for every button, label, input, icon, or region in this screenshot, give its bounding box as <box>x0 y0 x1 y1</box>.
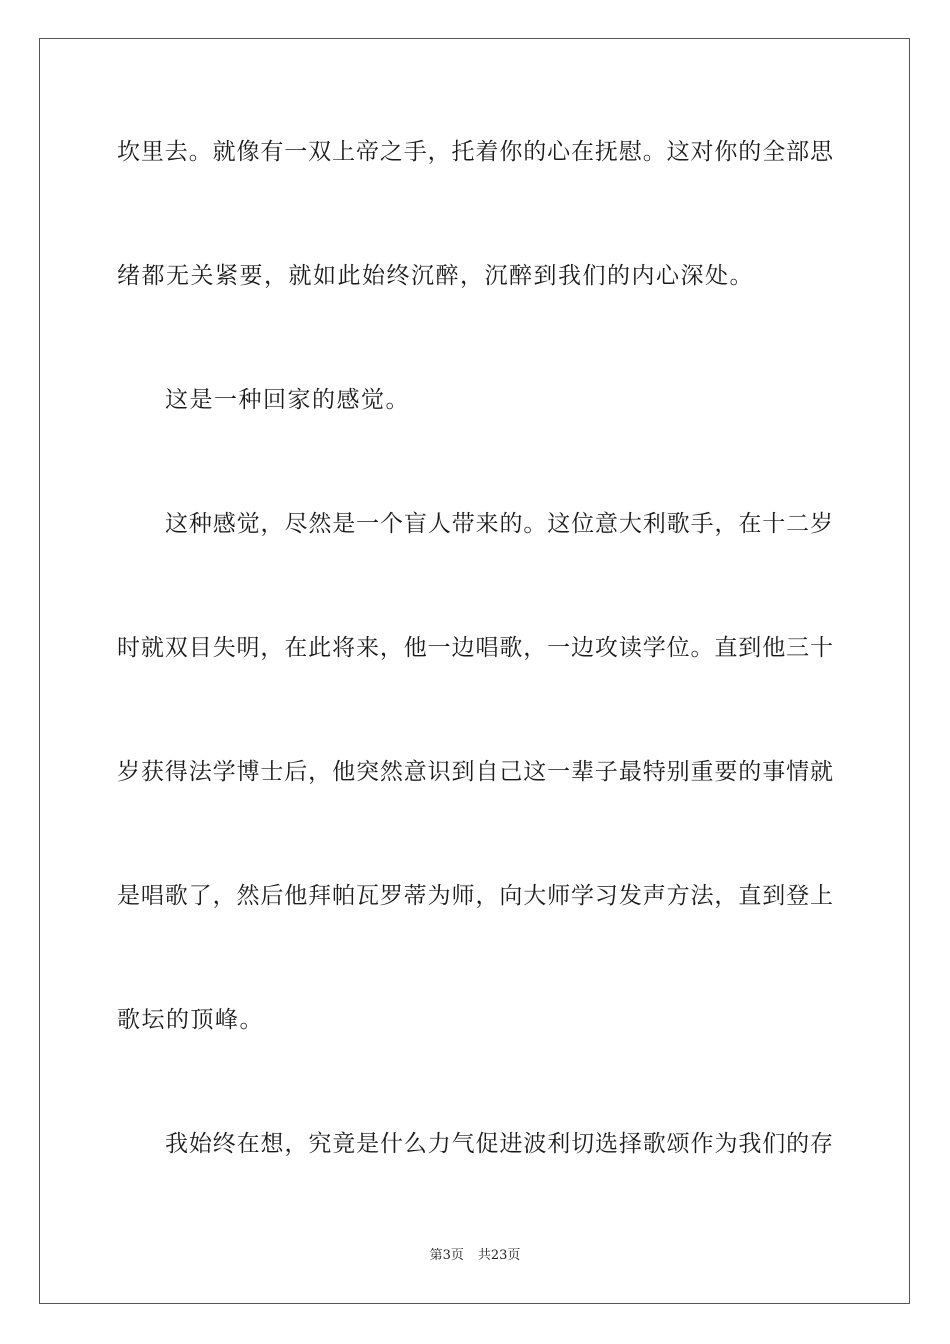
text-line-7: 是唱歌了，然后他拜帕瓦罗蒂为师，向大师学习发声方法，直到登上 <box>117 883 833 909</box>
page-border <box>39 38 910 1304</box>
paragraph-line-9: 我始终在想，究竟是什么力气促进波利切选择歌颂作为我们的存 <box>165 1131 833 1157</box>
paragraph-line-3: 这是一种回家的感觉。 <box>165 387 410 413</box>
text-line-8: 歌坛的顶峰。 <box>117 1007 264 1033</box>
total-page-count: 共23页 <box>477 1248 521 1263</box>
text-line-5: 时就双目失明，在此将来，他一边唱歌，一边攻读学位。直到他三十 <box>117 635 833 661</box>
text-line-1: 坎里去。就像有一双上帝之手，托着你的心在抚慰。这对你的全部思 <box>117 139 833 165</box>
text-line-2: 绪都无关紧要，就如此始终沉醉，沉醉到我们的内心深处。 <box>117 263 754 289</box>
text-line-6: 岁获得法学博士后，他突然意识到自己这一辈子最特别重要的事情就 <box>117 759 833 785</box>
page-footer <box>0 1247 950 1265</box>
paragraph-line-4: 这种感觉，尽然是一个盲人带来的。这位意大利歌手，在十二岁 <box>165 511 833 537</box>
current-page-number: 第3页 <box>429 1248 464 1263</box>
